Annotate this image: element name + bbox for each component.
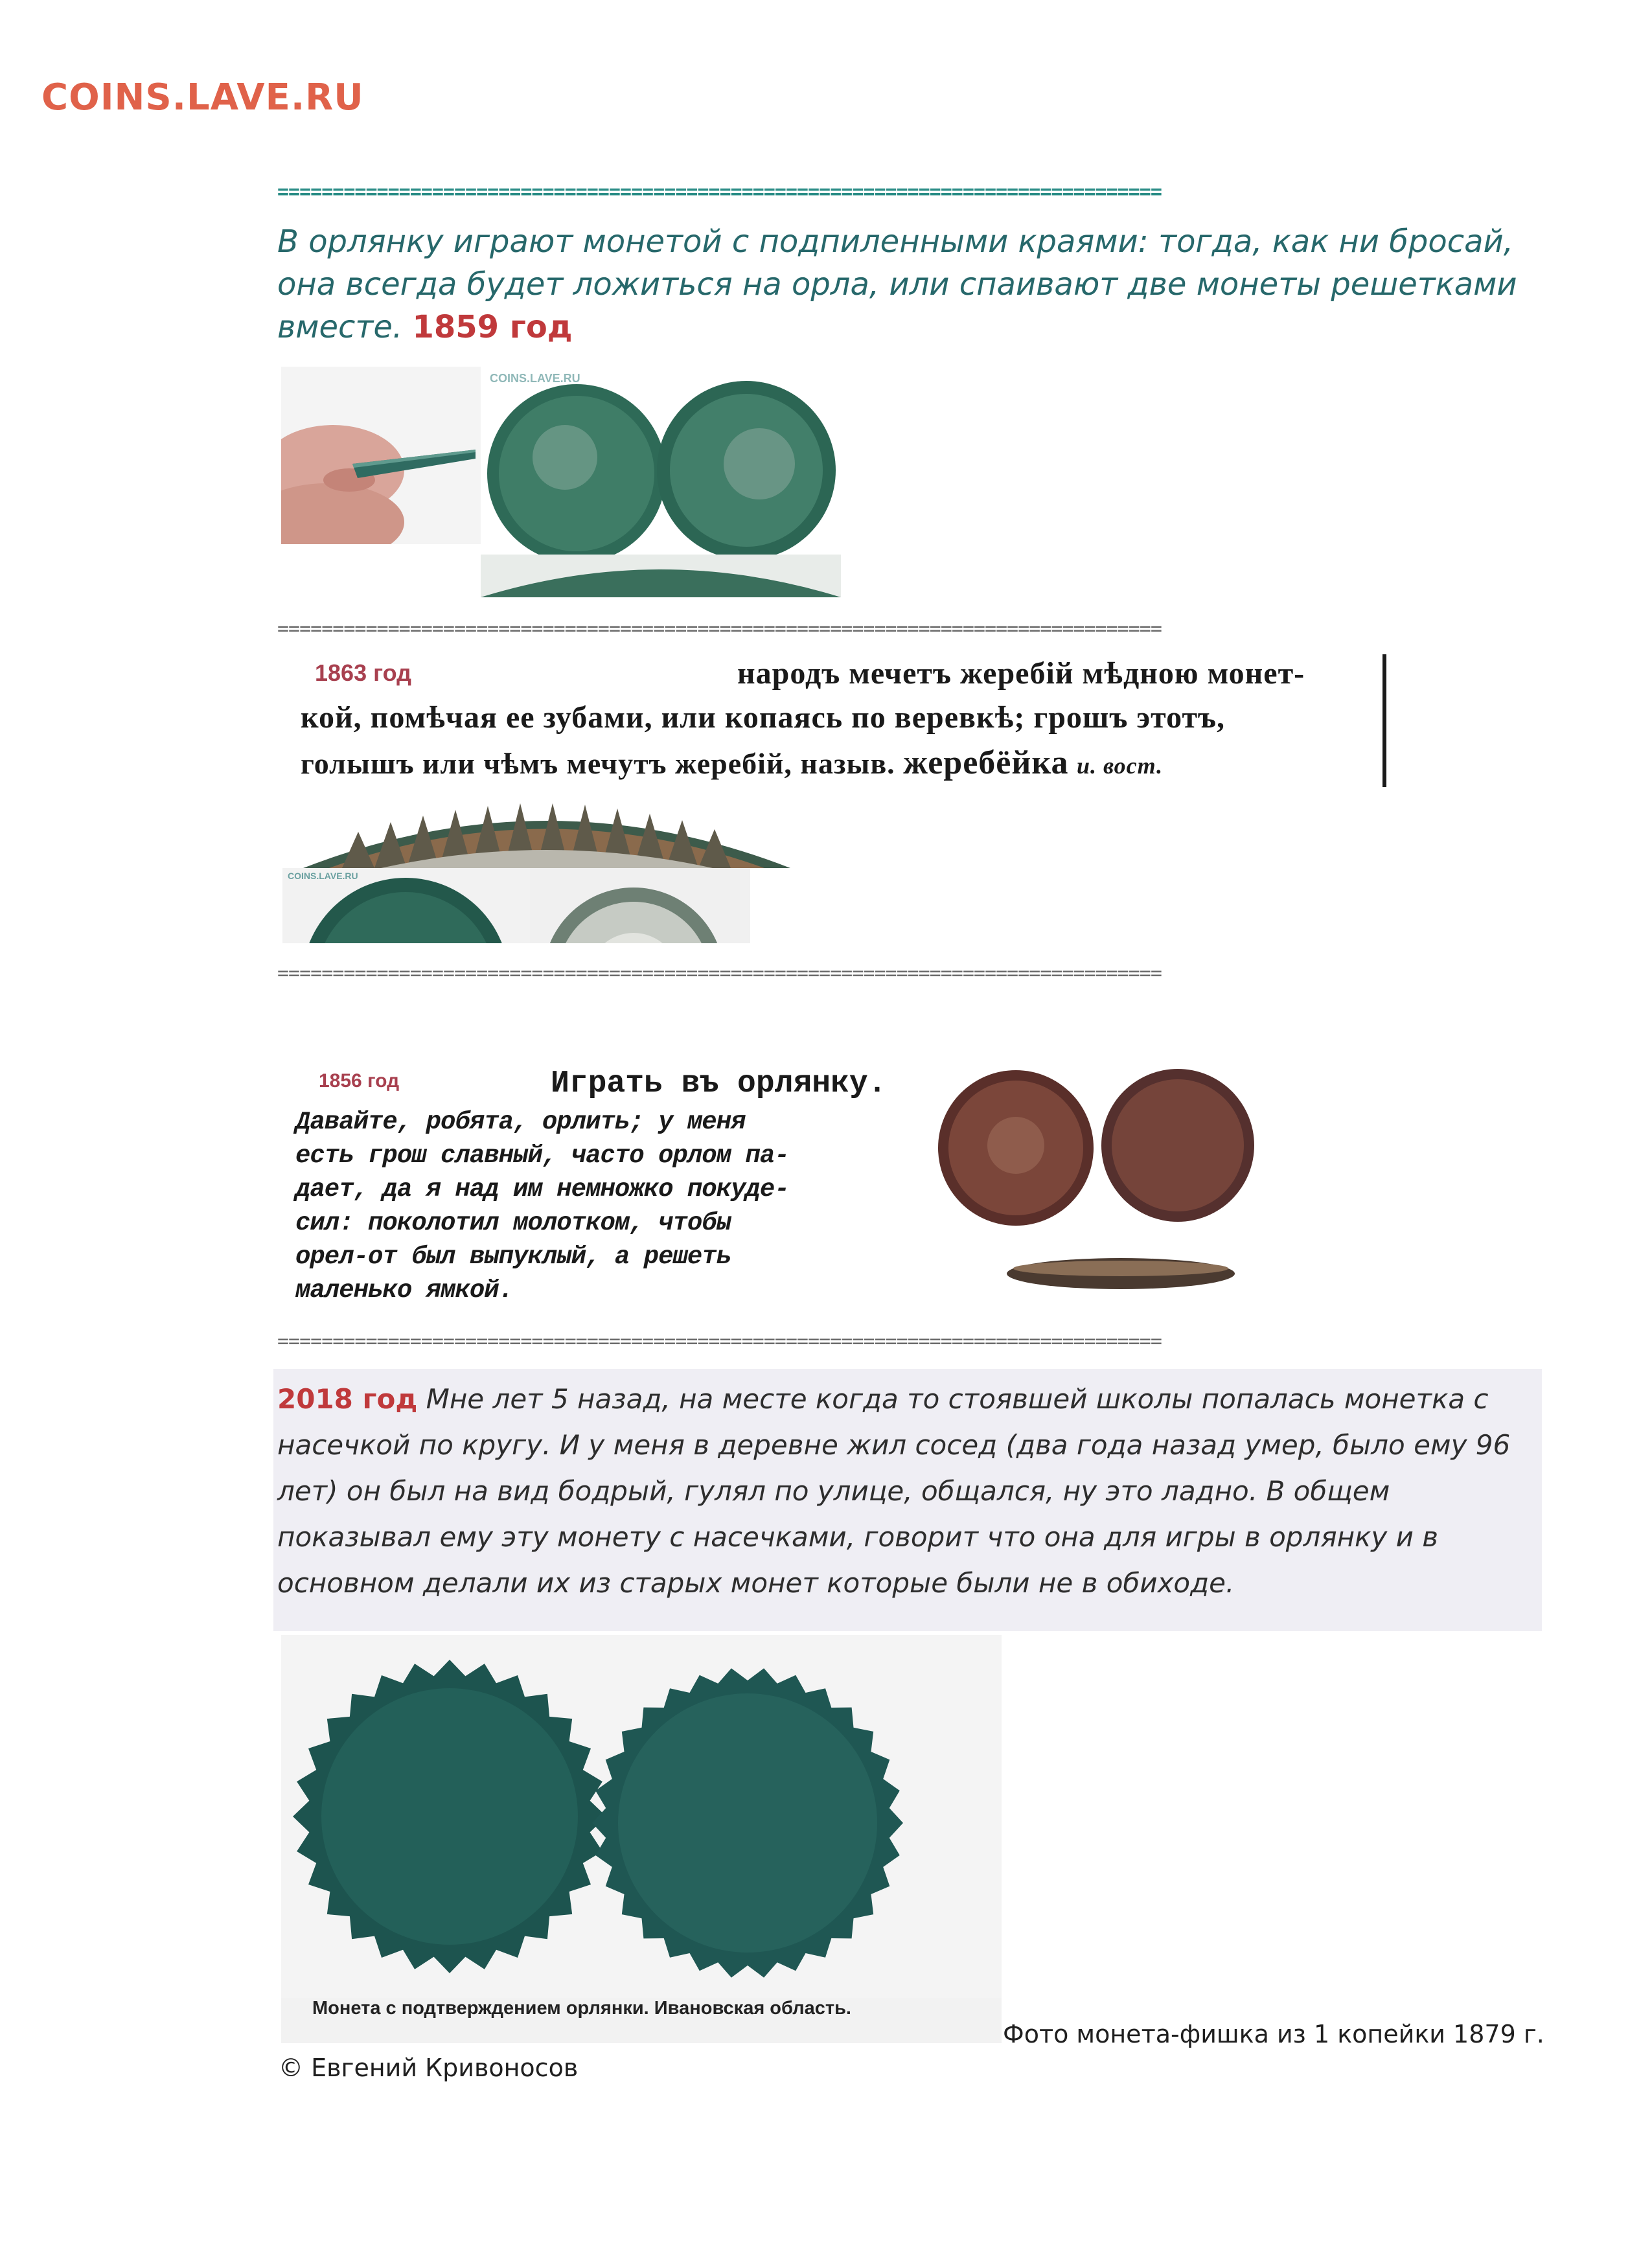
separator-line: ================================================================================: [277, 184, 1162, 201]
old-quote-line: сил: поколотил молотком, чтобы: [295, 1209, 731, 1237]
separator-line: ================================================================================: [277, 621, 1162, 637]
photo-caption: Монета с подтверждением орлянки. Ивановская область.: [312, 1998, 851, 2019]
watermark: COINS.LAVE.RU: [288, 871, 358, 881]
site-header: COINS.LAVE.RU: [41, 76, 364, 119]
year-1863: 1863 год: [315, 659, 411, 686]
old-quote-line: есть грош славный, часто орлом па-: [295, 1141, 789, 1170]
old-text-word: жеребёйка: [903, 744, 1069, 781]
copper-coins-photo: [933, 1062, 1257, 1296]
old-text-line-3a: голышъ или чѣмъ мечутъ жеребій, назыв.: [301, 747, 895, 780]
old-quote-line: дает, да я над им немножко покуде-: [295, 1175, 789, 1204]
story-paragraph: [277, 1376, 1534, 1606]
watermark: COINS.LAVE.RU: [490, 372, 580, 385]
old-text-abbrev: и. вост.: [1077, 753, 1164, 779]
serrated-coin-silver-photo: [530, 868, 750, 943]
old-text-line-3: [301, 744, 1163, 782]
serrated-coins-photo: [281, 1635, 1002, 2043]
copyright: © Евгений Кривоносов: [279, 2054, 579, 2082]
old-text-line-2: кой, помѣчая ее зубами, или копаясь по веревкѣ; грошъ этотъ,: [301, 700, 1226, 735]
intro-text: В орлянку играют монетой с подпиленными краями: тогда, как ни бросай, она всегда будет ложиться на орла, или спаивают две монеты решетками вместе.: [277, 223, 1517, 345]
serrated-coins-drawing: [281, 1635, 1002, 1998]
story-year: 2018 год: [277, 1383, 418, 1415]
separator-line: ================================================================================: [277, 965, 1162, 982]
story-text: Мне лет 5 назад, на месте когда то стоявшей школы попалась монетка с насечкой по кругу. И у меня в деревне жил сосед (два года назад умер, было ему 96 лет) он был на вид бодрый, гулял по улице, общался, ну это ладно. В общем показывал ему эту монету с насечками, говорит что она для игры в орлянку и в основном делали их из старых монет которые были не в обиходе.: [277, 1383, 1511, 1599]
photo-right-caption: Фото монета-фишка из 1 копейки 1879 г.: [1003, 2020, 1544, 2048]
old-quote-line: маленько ямкой.: [295, 1276, 514, 1305]
old-quote: [295, 1105, 902, 1307]
old-title: Играть въ орлянку.: [551, 1066, 887, 1101]
two-coins-photo: [481, 367, 841, 597]
intro-year: 1859 год: [412, 309, 573, 345]
finger-coin-photo: [281, 367, 482, 544]
serrated-coin-edge-photo: [303, 793, 790, 868]
serrated-coin-green-photo: [282, 868, 530, 943]
vertical-rule: [1382, 654, 1386, 787]
year-1856: 1856 год: [319, 1070, 400, 1092]
separator-line: ================================================================================: [277, 1333, 1162, 1350]
old-quote-line: Давайте, робята, орлить; у меня: [295, 1108, 746, 1136]
old-text-line-1: народъ мечетъ жеребій мѣдною монет-: [737, 656, 1305, 691]
old-quote-line: орел-от был выпуклый, а решеть: [295, 1243, 731, 1271]
intro-paragraph: [277, 220, 1534, 349]
